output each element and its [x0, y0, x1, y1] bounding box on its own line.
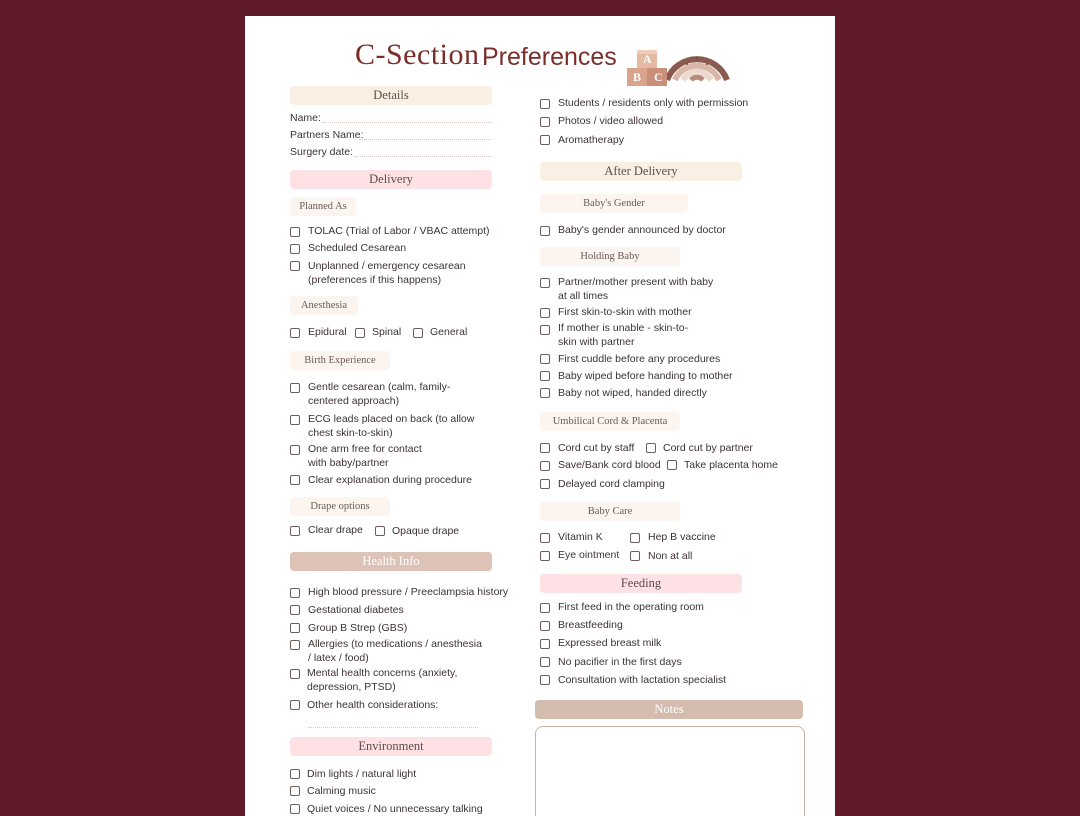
dim-lights-checkbox[interactable] — [290, 769, 300, 779]
scheduled-cesarean-label: Scheduled Cesarean — [308, 242, 407, 254]
baby-not-wiped-label: Baby not wiped, handed directly — [558, 387, 707, 399]
allergies-checkbox[interactable] — [290, 640, 300, 650]
name-label: Name: — [290, 112, 321, 124]
unplanned-cesarean-checkbox[interactable] — [290, 261, 300, 271]
non-at-all-label: Non at all — [648, 550, 693, 562]
gestational-diabetes-checkbox[interactable] — [290, 605, 300, 615]
dim-lights-label: Dim lights / natural light — [307, 768, 417, 780]
aromatherapy-label: Aromatherapy — [558, 134, 624, 146]
calming-music-checkbox[interactable] — [290, 786, 300, 796]
skin-to-skin-partner-label: If mother is unable - skin-to- — [558, 322, 689, 334]
arm-free-label: One arm free for contact — [308, 443, 422, 455]
vitamin-k-label: Vitamin K — [558, 531, 603, 543]
opaque-drape-label: Opaque drape — [392, 525, 460, 537]
clear-drape-checkbox[interactable] — [290, 526, 300, 536]
opaque-drape-checkbox[interactable] — [375, 526, 385, 536]
birth-experience-heading: Birth Experience — [290, 351, 390, 370]
epidural-checkbox[interactable] — [290, 328, 300, 338]
partner-name-label: Partners Name: — [290, 129, 364, 141]
mental-health-label: Mental health concerns (anxiety, — [307, 667, 458, 679]
unplanned-cesarean-label: Unplanned / emergency cesarean — [308, 260, 466, 272]
skin-to-skin-partner-label-2: skin with partner — [558, 336, 635, 348]
first-cuddle-checkbox[interactable] — [540, 354, 550, 364]
calming-music-label: Calming music — [307, 785, 376, 797]
delivery-heading: Delivery — [290, 170, 492, 189]
umbilical-cord-heading: Umbilical Cord & Placenta — [540, 412, 680, 431]
first-cuddle-label: First cuddle before any procedures — [558, 353, 721, 365]
surgery-date-line[interactable] — [355, 156, 491, 157]
planner-page — [245, 16, 835, 816]
cord-cut-partner-label: Cord cut by partner — [663, 442, 753, 454]
save-cord-blood-label: Save/Bank cord blood — [558, 459, 661, 471]
no-pacifier-checkbox[interactable] — [540, 657, 550, 667]
unplanned-cesarean-label-2: (preferences if this happens) — [308, 274, 442, 286]
gender-announced-label: Baby's gender announced by doctor — [558, 224, 726, 236]
partner-name-line[interactable] — [359, 139, 491, 140]
feeding-heading: Feeding — [540, 574, 742, 593]
students-label: Students / residents only with permission — [558, 97, 749, 109]
save-cord-blood-checkbox[interactable] — [540, 461, 550, 471]
details-heading: Details — [290, 86, 492, 105]
baby-wiped-checkbox[interactable] — [540, 371, 550, 381]
arm-free-label-2: with baby/partner — [308, 457, 389, 469]
block-letter-a: A — [643, 52, 652, 66]
blood-pressure-checkbox[interactable] — [290, 588, 300, 598]
tolac-checkbox[interactable] — [290, 227, 300, 237]
holding-baby-heading: Holding Baby — [540, 247, 680, 266]
quiet-voices-label: Quiet voices / No unnecessary talking — [307, 803, 483, 815]
planned-as-heading: Planned As — [290, 197, 356, 216]
mental-health-label-2: depression, PTSD) — [307, 681, 396, 693]
expressed-milk-label: Expressed breast milk — [558, 637, 662, 649]
non-at-all-checkbox[interactable] — [630, 551, 640, 561]
eye-ointment-label: Eye ointment — [558, 549, 620, 561]
cord-cut-partner-checkbox[interactable] — [646, 443, 656, 453]
skin-to-skin-partner-checkbox[interactable] — [540, 325, 550, 335]
block-letter-c: C — [654, 70, 663, 84]
baby-wiped-label: Baby wiped before handing to mother — [558, 370, 733, 382]
photos-video-label: Photos / video allowed — [558, 115, 664, 127]
surgery-date-label: Surgery date: — [290, 146, 354, 158]
hep-b-label: Hep B vaccine — [648, 531, 716, 543]
scheduled-cesarean-checkbox[interactable] — [290, 244, 300, 254]
aromatherapy-checkbox[interactable] — [540, 135, 550, 145]
placenta-home-label: Take placenta home — [684, 459, 778, 471]
cord-cut-staff-label: Cord cut by staff — [558, 442, 635, 454]
quiet-voices-checkbox[interactable] — [290, 804, 300, 814]
cord-cut-staff-checkbox[interactable] — [540, 443, 550, 453]
environment-heading: Environment — [290, 737, 492, 756]
allergies-label: Allergies (to medications / anesthesia — [308, 638, 482, 650]
arm-free-checkbox[interactable] — [290, 445, 300, 455]
general-checkbox[interactable] — [413, 328, 423, 338]
delayed-clamping-label: Delayed cord clamping — [558, 478, 665, 490]
no-pacifier-label: No pacifier in the first days — [558, 656, 682, 668]
other-health-checkbox[interactable] — [290, 700, 300, 710]
spinal-label: Spinal — [372, 326, 402, 338]
notes-textarea[interactable] — [535, 726, 805, 816]
gentle-cesarean-checkbox[interactable] — [290, 383, 300, 393]
anesthesia-heading: Anesthesia — [290, 296, 358, 315]
babys-gender-heading: Baby's Gender — [540, 194, 688, 213]
eye-ointment-checkbox[interactable] — [540, 551, 550, 561]
expressed-milk-checkbox[interactable] — [540, 639, 550, 649]
vitamin-k-checkbox[interactable] — [540, 533, 550, 543]
lactation-consult-checkbox[interactable] — [540, 675, 550, 685]
skin-to-skin-mother-label: First skin-to-skin with mother — [558, 306, 692, 318]
other-health-label: Other health considerations: — [307, 699, 439, 711]
general-label: General — [430, 326, 468, 338]
health-info-heading: Health Info — [290, 552, 492, 571]
gentle-cesarean-label: Gentle cesarean (calm, family- — [308, 381, 451, 393]
group-b-strep-label: Group B Strep (GBS) — [308, 622, 408, 634]
ecg-leads-label: ECG leads placed on back (to allow — [308, 413, 475, 425]
after-delivery-heading: After Delivery — [540, 162, 742, 181]
block-letter-b: B — [633, 70, 642, 84]
clear-explanation-checkbox[interactable] — [290, 475, 300, 485]
partner-present-checkbox[interactable] — [540, 278, 550, 288]
hep-b-checkbox[interactable] — [630, 533, 640, 543]
gentle-cesarean-label-2: centered approach) — [308, 395, 400, 407]
ecg-leads-checkbox[interactable] — [290, 415, 300, 425]
first-feed-label: First feed in the operating room — [558, 601, 704, 613]
other-health-line[interactable] — [308, 727, 478, 728]
partner-present-label-2: at all times — [558, 290, 609, 302]
skin-to-skin-mother-checkbox[interactable] — [540, 308, 550, 318]
name-line[interactable] — [323, 122, 491, 123]
ecg-leads-label-2: chest skin-to-skin) — [308, 427, 393, 439]
group-b-strep-checkbox[interactable] — [290, 623, 300, 633]
first-feed-checkbox[interactable] — [540, 603, 550, 613]
epidural-label: Epidural — [308, 326, 347, 338]
gestational-diabetes-label: Gestational diabetes — [308, 604, 404, 616]
clear-drape-label: Clear drape — [308, 524, 363, 536]
mental-health-checkbox[interactable] — [290, 669, 300, 679]
notes-heading: Notes — [535, 700, 803, 719]
allergies-label-2: / latex / food) — [308, 652, 369, 664]
lactation-consult-label: Consultation with lactation specialist — [558, 674, 727, 686]
clear-explanation-label: Clear explanation during procedure — [308, 474, 473, 486]
delayed-clamping-checkbox[interactable] — [540, 479, 550, 489]
photos-video-checkbox[interactable] — [540, 117, 550, 127]
gender-announced-checkbox[interactable] — [540, 226, 550, 236]
baby-care-heading: Baby Care — [540, 502, 680, 521]
page-title-part1: C-Section — [355, 38, 480, 71]
spinal-checkbox[interactable] — [355, 328, 365, 338]
tolac-label: TOLAC (Trial of Labor / VBAC attempt) — [308, 225, 490, 237]
blood-pressure-label: High blood pressure / Preeclampsia history — [308, 586, 509, 598]
page-title-part2: Preferences — [482, 43, 617, 71]
placenta-home-checkbox[interactable] — [667, 460, 677, 470]
partner-present-label: Partner/mother present with baby — [558, 276, 714, 288]
students-checkbox[interactable] — [540, 99, 550, 109]
breastfeeding-checkbox[interactable] — [540, 621, 550, 631]
drape-options-heading: Drape options — [290, 497, 390, 516]
baby-not-wiped-checkbox[interactable] — [540, 388, 550, 398]
breastfeeding-label: Breastfeeding — [558, 619, 623, 631]
